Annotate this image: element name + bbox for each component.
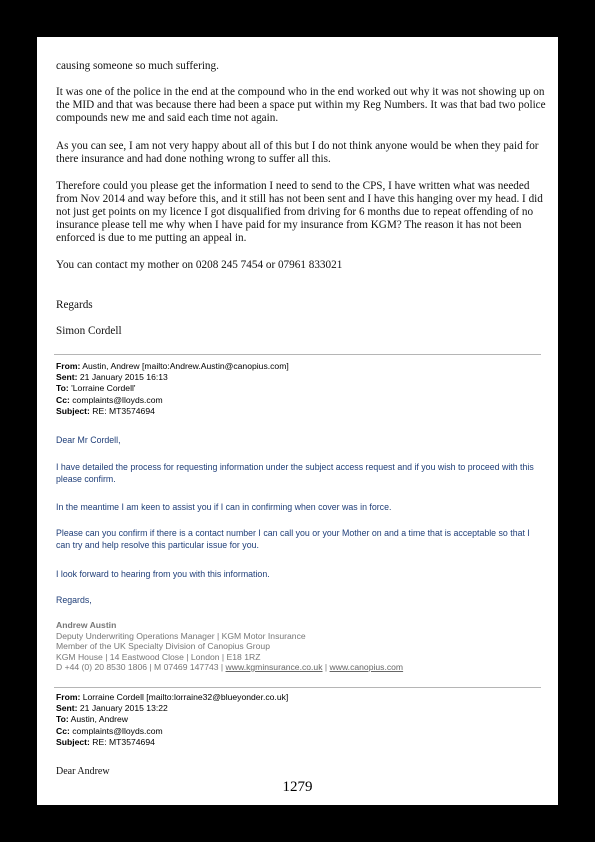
cc-value: complaints@lloyds.com bbox=[72, 725, 163, 736]
letter-paragraph-1: causing someone so much suffering. bbox=[56, 60, 219, 72]
letter-paragraph-2: It was one of the police in the end at the compound who in the end worked out why it was not showing up on the MID and that was because there had been a space put within my Reg Numbers. It was that bad two police compounds new me and said each time not again. bbox=[56, 86, 546, 124]
email-to-line bbox=[56, 383, 289, 394]
email-body-paragraph-3: Please can you confirm if there is a contact number I can call you or your Mother on and a time that is acceptable so that I can try and help resolve this particular issue for you. bbox=[56, 528, 530, 550]
signature-address: KGM House | 14 Eastwood Close | London | E18 1RZ bbox=[56, 651, 261, 662]
sent-label: Sent: bbox=[56, 372, 78, 383]
to-value: 'Lorraine Cordell' bbox=[71, 383, 136, 394]
from-value: Lorraine Cordell [mailto:lorraine32@blueyonder.co.uk] bbox=[82, 692, 289, 702]
from-label: From: bbox=[56, 692, 81, 702]
email2-from-line bbox=[56, 692, 288, 703]
letter-paragraph-3: As you can see, I am not very happy about all of this but I do not think anyone would be when they paid for there insurance and had done nothing wrong to suffer all this. bbox=[56, 140, 539, 165]
subject-value: RE: MT3574694 bbox=[92, 405, 155, 416]
letter-paragraph-5: You can contact my mother on 0208 245 7454 or 07961 833021 bbox=[56, 259, 343, 271]
email-header-2 bbox=[56, 692, 288, 748]
link-separator: | bbox=[322, 662, 330, 672]
cc-label: Cc: bbox=[56, 725, 70, 736]
cc-value: complaints@lloyds.com bbox=[72, 394, 163, 405]
signature-name: Andrew Austin bbox=[56, 620, 117, 630]
email-body-paragraph-1: I have detailed the process for requesting information under the subject access request and if you wish to proceed with this please confirm. bbox=[56, 462, 534, 484]
page-number: 1279 bbox=[282, 779, 313, 795]
sent-value: 21 January 2015 13:22 bbox=[79, 703, 168, 714]
email-cc-line bbox=[56, 395, 289, 406]
email2-to-line bbox=[56, 714, 288, 725]
signature-title: Deputy Underwriting Operations Manager | KGM Motor Insurance bbox=[56, 630, 306, 641]
email2-sent-line bbox=[56, 703, 288, 714]
email-subject-line bbox=[56, 406, 289, 417]
to-label: To: bbox=[56, 383, 69, 394]
email-body-paragraph-4: I look forward to hearing from you with this information. bbox=[56, 569, 270, 579]
to-label: To: bbox=[56, 714, 69, 725]
email2-cc-line bbox=[56, 726, 288, 737]
to-value: Austin, Andrew bbox=[70, 714, 128, 725]
subject-label: Subject: bbox=[56, 405, 90, 416]
sent-value: 21 January 2015 16:13 bbox=[79, 372, 168, 383]
sent-label: Sent: bbox=[56, 703, 78, 714]
signature-member: Member of the UK Specialty Division of Canopius Group bbox=[56, 641, 270, 651]
signature-phones: D +44 (0) 20 8530 1806 | M 07469 147743 | bbox=[56, 662, 226, 672]
email2-subject-line bbox=[56, 737, 288, 748]
email-divider bbox=[54, 354, 541, 355]
letter-paragraph-4: Therefore could you please get the information I need to send to the CPS, I have written what was needed from Nov 2014 and way before this, and it still has not been sent and I have this hanging over my head. I did not just get points on my licence I got disqualified from driving for 6 months due to repeat offending of no insurance please tell me why when I have paid for my insurance from KGM? The reason it has not been enforced is due to me putting an appeal in. bbox=[56, 180, 543, 244]
cc-label: Cc: bbox=[56, 394, 70, 405]
email-from-line bbox=[56, 361, 289, 372]
email-body-paragraph-2: In the meantime I am keen to assist you if I can in confirming when cover was in force. bbox=[56, 502, 392, 512]
subject-label: Subject: bbox=[56, 736, 90, 747]
subject-value: RE: MT3574694 bbox=[92, 736, 155, 747]
email-header bbox=[56, 361, 289, 417]
document-page bbox=[37, 37, 558, 805]
email-greeting: Dear Mr Cordell, bbox=[56, 435, 121, 445]
from-value: Austin, Andrew [mailto:Andrew.Austin@canopius.com] bbox=[82, 361, 289, 371]
email-divider-2 bbox=[54, 687, 541, 688]
letter-regards: Regards bbox=[56, 299, 93, 311]
signature-contact bbox=[56, 662, 403, 673]
email-closing: Regards, bbox=[56, 595, 92, 605]
from-label: From: bbox=[56, 361, 81, 371]
canopius-website-link[interactable]: www.canopius.com bbox=[329, 662, 404, 672]
email-sent-line bbox=[56, 372, 289, 383]
email2-greeting: Dear Andrew bbox=[56, 766, 110, 777]
kgm-website-link[interactable]: www.kgminsurance.co.uk bbox=[225, 662, 323, 672]
letter-signature-name: Simon Cordell bbox=[56, 325, 122, 337]
email-signature bbox=[56, 620, 403, 673]
